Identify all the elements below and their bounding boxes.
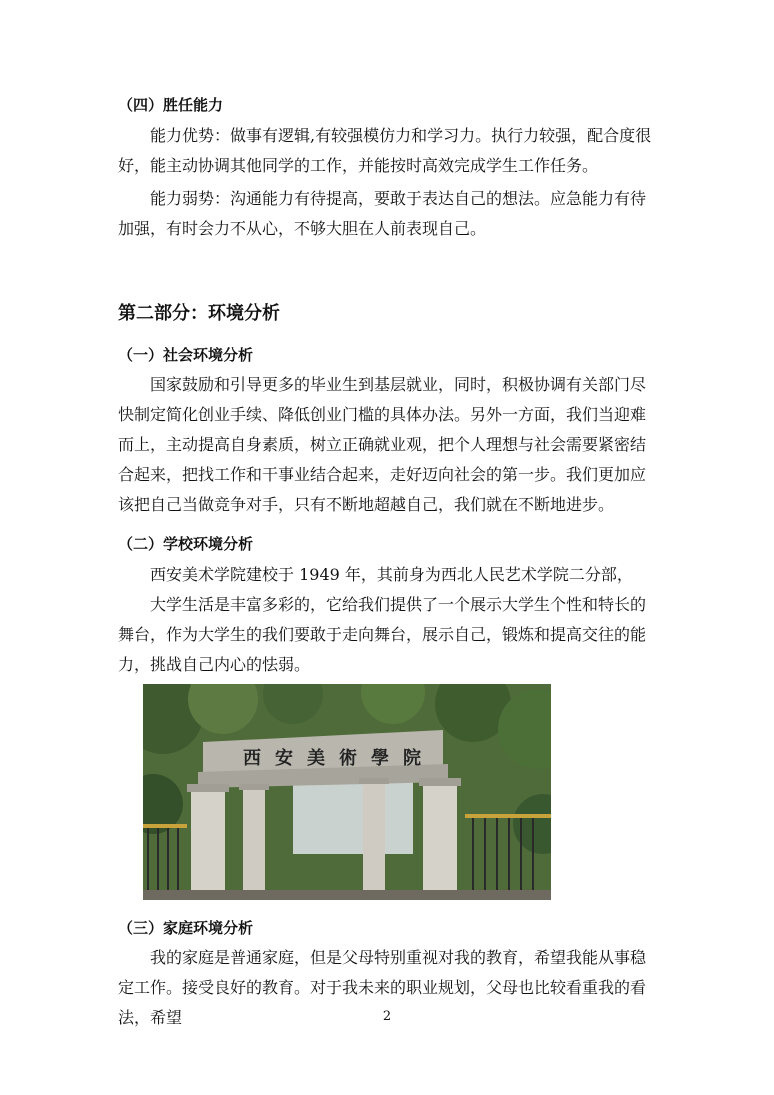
page-number: 2 bbox=[382, 1009, 392, 1024]
family-paragraph: 我的家庭是普通家庭，但是父母特别重视对我的教育，希望我能从事稳定工作。接受良好的教育。对于我未来的职业规划，父母也比较看重我的看法，希望 bbox=[118, 948, 647, 1027]
weaknesses-paragraph: 能力弱势：沟通能力有待提高，要敢于表达自己的想法。应急能力有待加强，有时会力不从心，不够大胆在人前表现自己。 bbox=[118, 189, 647, 238]
social-heading: （一）社会环境分析 bbox=[118, 346, 254, 364]
school-intro-paragraph: 西安美术学院建校于 1949 年，其前身为西北人民艺术学院二分部， bbox=[150, 565, 633, 584]
strengths-paragraph: 能力优势：做事有逻辑,有较强模仿力和学习力。执行力较强，配合度很好，能主动协调其他同学的工作，并能按时高效完成学生工作任务。 bbox=[118, 126, 652, 175]
part2-title: 第二部分：环境分析 bbox=[118, 303, 280, 324]
campus-gate-photo bbox=[143, 684, 551, 900]
family-heading: （三）家庭环境分析 bbox=[118, 919, 254, 937]
school-paragraph: 大学生活是丰富多彩的，它给我们提供了一个展示大学生个性和特长的舞台，作为大学生的我们要敢于走向舞台，展示自己，锻炼和提高交往的能力，挑战自己内心的怯弱。 bbox=[118, 595, 647, 674]
gate-sign-text: 西安美術學院 bbox=[243, 748, 435, 769]
competence-heading: （四）胜任能力 bbox=[118, 96, 224, 114]
social-paragraph: 国家鼓励和引导更多的毕业生到基层就业，同时，积极协调有关部门尽快制定简化创业手续、降低创业门槛的具体办法。另外一方面，我们当迎难而上，主动提高自身素质，树立正确就业观，把个人理想与社会需要紧密结合起来，把找工作和干事业结合起来，走好迈向社会的第一步。我们更加应该把自己当做竞争对手，只有不断地超越自己，我们就在不断地进步。 bbox=[118, 375, 647, 514]
school-heading: （二）学校环境分析 bbox=[118, 535, 254, 553]
